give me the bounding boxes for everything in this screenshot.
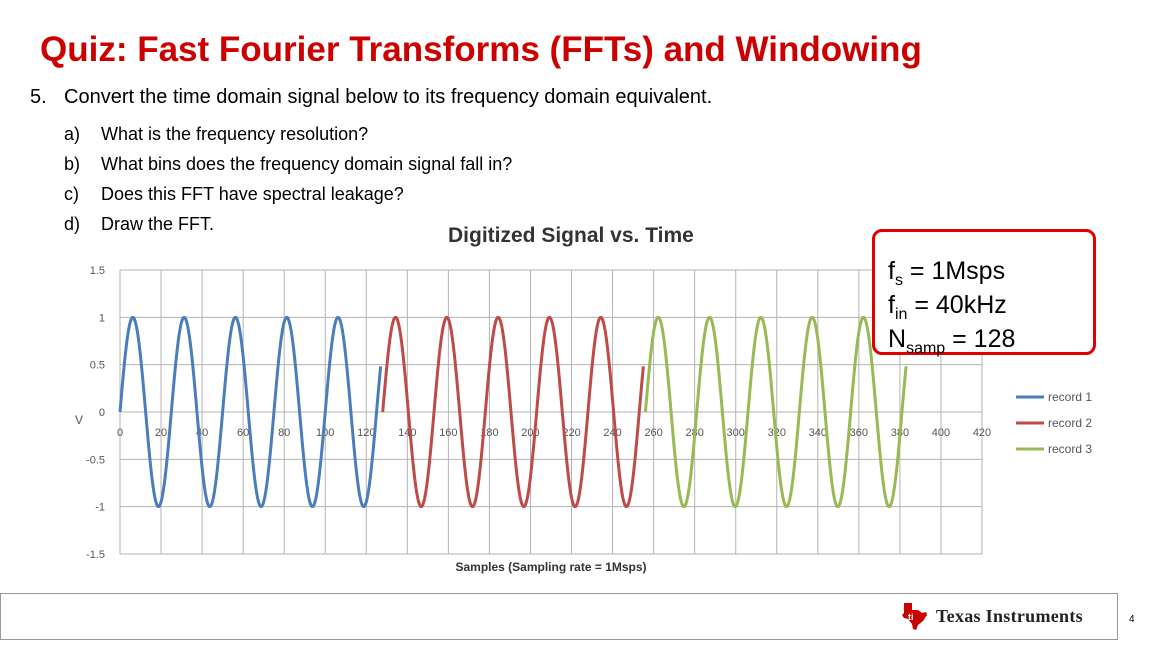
y-tick-label: 1.5 [89, 265, 105, 277]
x-tick-label: 20 [154, 427, 168, 439]
x-tick-label: 300 [726, 427, 745, 439]
fs-subscript: s [894, 272, 903, 289]
x-axis-label: Samples (Sampling rate = 1Msps) [455, 560, 647, 574]
y-tick-label: 0.5 [89, 359, 105, 372]
legend-label-1: record 1 [1048, 390, 1093, 404]
texas-state-icon [900, 601, 928, 631]
y-tick-label: -1.5 [86, 549, 105, 561]
sub-question-text: Does this FFT have spectral leakage? [101, 184, 404, 204]
sub-question-letter: a) [64, 124, 81, 144]
slide-title: Quiz: Fast Fourier Transforms (FFTs) and Windowing [40, 30, 922, 69]
x-tick-label: 420 [972, 427, 992, 439]
fin-value: = 40kHz [907, 291, 1007, 319]
x-tick-label: 380 [890, 427, 910, 439]
fin-symbol: f [888, 291, 895, 319]
sub-question-letter: c) [64, 184, 79, 204]
x-tick-label: 160 [439, 427, 458, 439]
ti-logo [900, 601, 1083, 631]
parameters-box [872, 229, 1096, 355]
x-tick-label: 240 [603, 427, 622, 439]
svg-text:ti: ti [908, 612, 914, 622]
fs-value: = 1Msps [902, 257, 1006, 285]
page-number: 4 [1129, 614, 1135, 625]
x-tick-label: 200 [521, 427, 540, 439]
fin-subscript: in [894, 306, 908, 323]
sub-question-text: What bins does the frequency domain signal fall in? [101, 154, 513, 174]
x-tick-label: 140 [398, 427, 417, 439]
y-axis-label: V [74, 413, 84, 427]
chart-title: Digitized Signal vs. Time [448, 224, 694, 247]
x-tick-label: 180 [480, 427, 499, 439]
sample-rate-line [888, 254, 1093, 288]
x-tick-label: 40 [195, 427, 209, 439]
legend-label-3: record 3 [1048, 442, 1093, 456]
n-symbol: N [888, 325, 907, 353]
x-tick-label: 60 [237, 427, 250, 439]
x-tick-label: 360 [849, 427, 869, 439]
x-tick-label: 260 [644, 427, 663, 439]
ti-logo-text: Texas Instruments [936, 605, 1083, 626]
n-value: = 128 [945, 325, 1016, 353]
question-number: 5. [30, 86, 47, 108]
x-tick-label: 400 [931, 427, 951, 439]
x-tick-label: 120 [357, 427, 376, 439]
y-tick-label: -1 [95, 501, 105, 514]
x-tick-label: 280 [685, 427, 704, 439]
sub-question-text: What is the frequency resolution? [101, 124, 369, 144]
y-tick-label: -0.5 [86, 454, 105, 467]
sub-question-text: Draw the FFT. [101, 214, 215, 234]
sample-count-line [888, 322, 1093, 356]
x-tick-label: 320 [767, 427, 786, 439]
x-tick-label: 100 [316, 427, 335, 439]
x-tick-label: 80 [278, 427, 291, 439]
legend-label-2: record 2 [1048, 416, 1093, 430]
input-frequency-line [888, 288, 1093, 322]
x-tick-label: 220 [562, 427, 581, 439]
x-tick-label: 340 [808, 427, 827, 439]
sub-question-letter: b) [64, 154, 81, 174]
n-subscript: samp [906, 340, 946, 357]
x-tick-label: 0 [116, 427, 124, 439]
sub-question-letter: d) [64, 214, 81, 234]
y-tick-label: 0 [98, 407, 105, 419]
fs-symbol: f [888, 257, 895, 285]
question-text: Convert the time domain signal below to its frequency domain equivalent. [64, 86, 713, 108]
y-tick-label: 1 [98, 312, 105, 325]
